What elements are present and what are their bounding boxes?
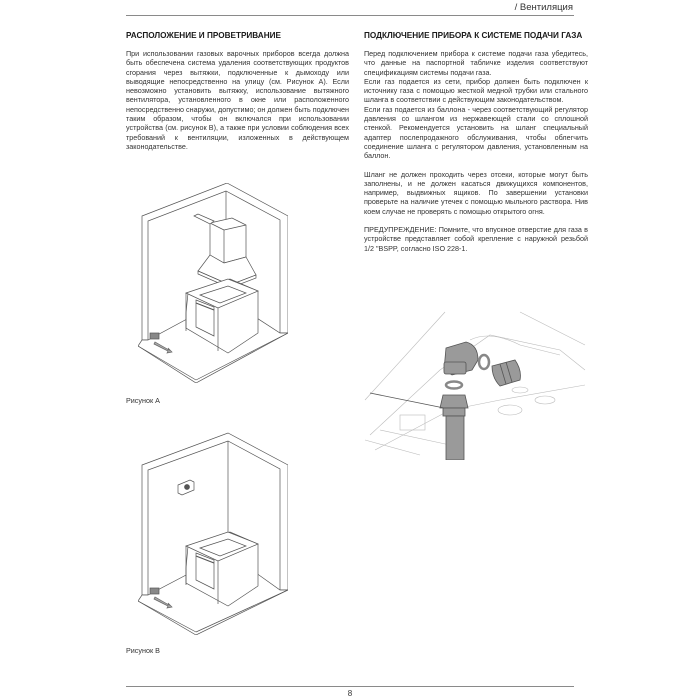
left-column — [126, 31, 349, 151]
header-divider — [126, 15, 574, 16]
gas-connection-heading: ПОДКЛЮЧЕНИЕ ПРИБОРА К СИСТЕМЕ ПОДАЧИ ГАЗА — [364, 31, 583, 40]
gas-paragraph-warning: ПРЕДУПРЕЖДЕНИЕ: Помните, что впускное отверстие для газа в устройстве представляет собой крепление с наружной резьбой 1/2 "BSPP, согласно ISO 228-1. — [364, 225, 588, 253]
footer-divider — [126, 686, 574, 687]
gas-connector-illustration — [360, 290, 590, 460]
figure-b-caption: Рисунок В — [126, 646, 160, 655]
page-number: 8 — [347, 689, 353, 698]
figure-a-caption: Рисунок А — [126, 396, 160, 405]
section-title: / Вентиляция — [514, 2, 573, 13]
figure-a-hood-illustration — [138, 183, 288, 383]
gas-paragraph-mains: Если газ подается из сети, прибор должен быть подключен к источнику газа с помощью жесткой медной трубки или стального шланга в соответствии с действующим законодательством. — [364, 76, 588, 105]
ventilation-heading: РАСПОЛОЖЕНИЕ И ПРОВЕТРИВАНИЕ — [126, 31, 281, 40]
ventilation-paragraph: При использовании газовых варочных приборов всегда должна быть обеспечена система удаления соответствующих продуктов сгорания через вытяжки, подключенные к дымоходу или выводящие непосредственно на улицу (см. Рисунок А). Если невозможно установить вытяжку, использование вытяжного вентилятора, установленного в окне или расположенного непосредственно снаружи, допустимо; он должен быть подключен таким образом, чтобы он включался при использовании устройства (см. рисунок В), а также при условии соблюдения всех требований к вентиляции, изложенных в действующем законодательстве. — [126, 49, 349, 151]
gas-paragraph-check: Перед подключением прибора к системе подачи газа убедитесь, что данные на паспортной табличке изделия соответствуют спецификациям системы подачи газа. — [364, 49, 588, 77]
gas-paragraph-cylinder: Если газ подается из баллона - через соответствующий регулятор давления со шлангом из нержавеющей стали со сплошной стенкой. Рекомендуется установить на шланг специальный адаптер послепродажного обслуживания, чтобы облегчить соединение шланга с регулятором давления, установленным на баллон. — [364, 104, 588, 161]
figure-b-fan-illustration — [138, 425, 288, 635]
gas-paragraph-hose: Шланг не должен проходить через отсеки, которые могут быть заполнены, и не должен касаться движущихся компонентов, например, выдвижных ящиков. По завершении установки проверьте на наличие утечек с помощью мыльного раствора. Нив коем случае не проверять с помощью открытого огня. — [364, 169, 588, 216]
right-column — [364, 31, 588, 253]
